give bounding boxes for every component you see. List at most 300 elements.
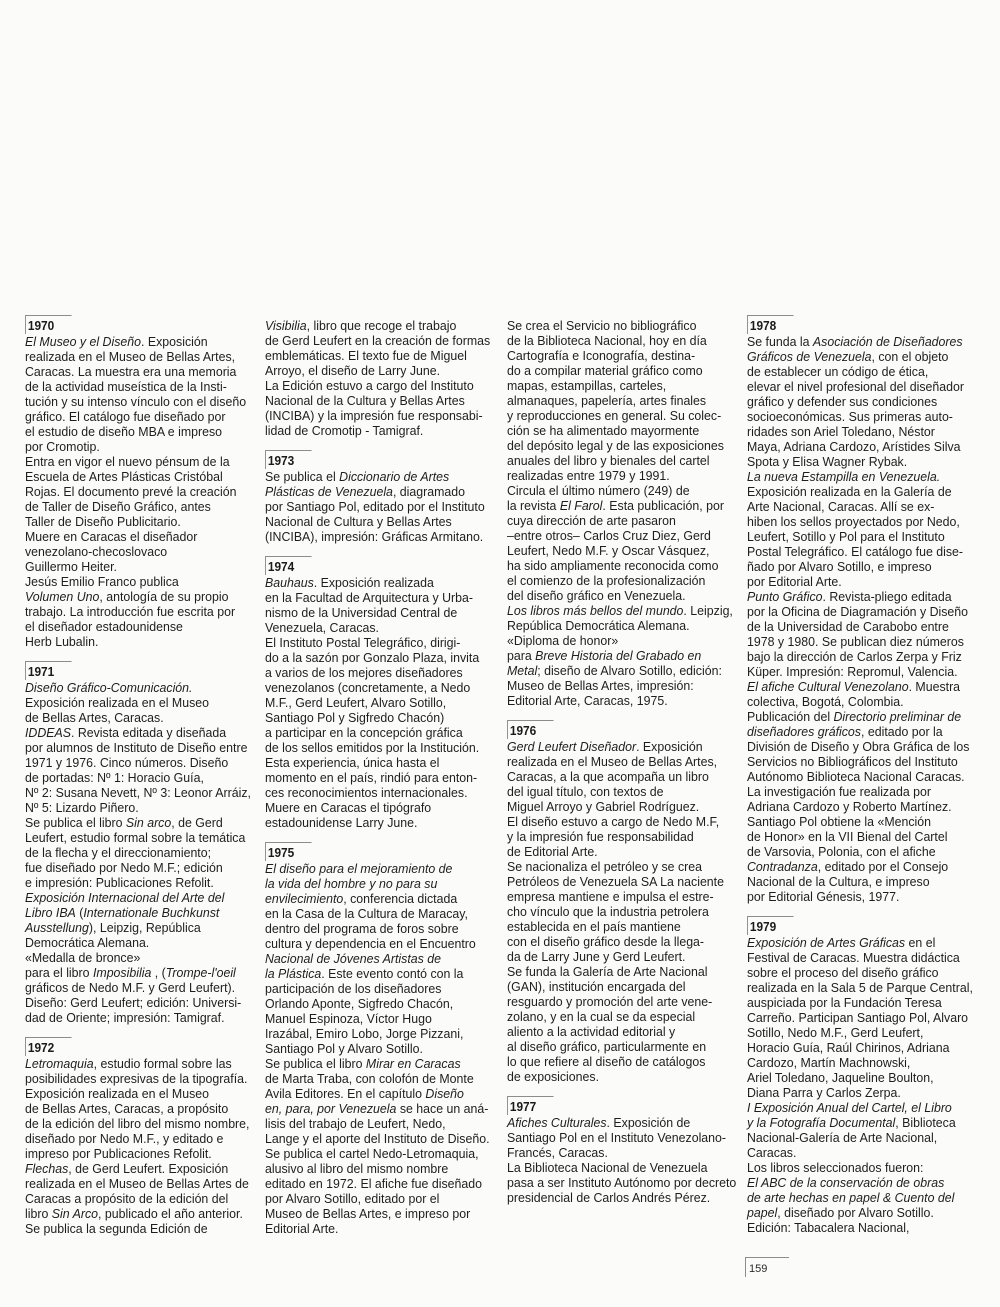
- text-line: [747, 724, 975, 739]
- italic-title: Letromaquia: [25, 1056, 94, 1071]
- text-segment: de la flecha y el direccionamiento;: [25, 845, 212, 860]
- text-line: [747, 1190, 975, 1205]
- text-segment: ces reconocimientos internacionales.: [265, 785, 468, 800]
- text-line: [25, 544, 253, 559]
- chronology-entry: [747, 916, 975, 1235]
- text-line: [265, 891, 493, 906]
- italic-title: El Farol: [559, 498, 603, 513]
- text-line: [265, 378, 493, 393]
- text-line: [265, 348, 493, 363]
- text-segment: Muere en Caracas el tipógrafo: [265, 800, 432, 815]
- text-segment: Taller de Diseño Publicitario.: [25, 514, 181, 529]
- text-line: [507, 739, 735, 754]
- text-segment: dentro del programa de foros sobre: [265, 921, 459, 936]
- text-segment: trabajo. La introducción fue escrita por: [25, 604, 236, 619]
- text-line: [265, 1146, 493, 1161]
- chronology-entry: [25, 1037, 253, 1236]
- text-segment: Circula el último número (249) de: [507, 483, 690, 498]
- text-line: [747, 484, 975, 499]
- text-segment: Orlando Aponte, Sigfredo Chacón,: [265, 996, 454, 1011]
- text-line: [25, 950, 253, 965]
- text-line: [747, 634, 975, 649]
- text-line: [265, 936, 493, 951]
- text-line: [747, 754, 975, 769]
- text-line: [747, 950, 975, 965]
- text-line: [25, 409, 253, 424]
- italic-title: Gráficos de Venezuela: [747, 349, 872, 364]
- text-line: [747, 574, 975, 589]
- text-segment: Postal Telegráfico. El catálogo fue dise-: [747, 544, 964, 559]
- text-line: [25, 890, 253, 905]
- text-line: [25, 1071, 253, 1086]
- text-line: [25, 1086, 253, 1101]
- text-line: [265, 665, 493, 680]
- text-line: [25, 1146, 253, 1161]
- text-segment: Sotillo, Nedo M.F., Gerd Leufert,: [747, 1025, 924, 1040]
- text-segment: Leufert, estudio formal sobre la temática: [25, 830, 246, 845]
- text-line: [507, 844, 735, 859]
- text-line: [265, 1011, 493, 1026]
- italic-title: Imposibilia: [92, 965, 152, 980]
- text-segment: Se publica el cartel Nedo-Letromaquia,: [265, 1146, 479, 1161]
- text-segment: de la Biblioteca Nacional, hoy en día: [507, 333, 707, 348]
- text-line: [507, 693, 735, 708]
- text-segment: Küper. Impresión: Repromul, Valencia.: [747, 664, 958, 679]
- text-line: [265, 966, 493, 981]
- text-line: [747, 844, 975, 859]
- text-segment: Autónomo Biblioteca Nacional Caracas.: [747, 769, 965, 784]
- text-line: [265, 876, 493, 891]
- italic-title: Diseño: [425, 1086, 464, 1101]
- text-line: [507, 408, 735, 423]
- text-segment: colectiva, Bogotá, Colombia.: [747, 694, 904, 709]
- text-line: [507, 468, 735, 483]
- text-line: [507, 904, 735, 919]
- text-column-3: [507, 315, 735, 1205]
- text-segment: , editado por el Consejo: [817, 859, 949, 874]
- text-line: [507, 528, 735, 543]
- text-line: [747, 379, 975, 394]
- text-line: [747, 995, 975, 1010]
- text-line: [747, 889, 975, 904]
- text-segment: M.F., Gerd Leufert, Alvaro Sotillo,: [265, 695, 447, 710]
- text-line: [747, 1145, 975, 1160]
- text-line: [747, 589, 975, 604]
- text-line: [265, 529, 493, 544]
- text-line: [747, 859, 975, 874]
- text-line: [25, 1176, 253, 1191]
- text-segment: y la impresión fue responsabilidad: [507, 829, 694, 844]
- italic-title: Asociación de Diseñadores: [812, 334, 963, 349]
- text-segment: . Exposición: [636, 739, 703, 754]
- chronology-entry-continued: [265, 315, 493, 438]
- text-segment: «Medalla de bronce»: [25, 950, 141, 965]
- text-segment: 1971 y 1976. Cinco números. Diseño: [25, 755, 229, 770]
- text-line: [747, 814, 975, 829]
- text-segment: ción se ha alimentado mayormente: [507, 423, 700, 438]
- text-segment: Horacio Guía, Raúl Chirinos, Adriana: [747, 1040, 950, 1055]
- text-segment: Herb Lubalin.: [25, 634, 99, 649]
- text-line: [747, 694, 975, 709]
- text-segment: pasa a ser Instituto Autónomo por decreto: [507, 1175, 737, 1190]
- text-line: [507, 1160, 735, 1175]
- text-line: [25, 1131, 253, 1146]
- text-line: [507, 1190, 735, 1205]
- text-line: [747, 965, 975, 980]
- text-segment: lidad de Cromotip - Tamigraf.: [265, 423, 424, 438]
- text-line: [265, 1116, 493, 1131]
- text-segment: sobre el proceso del diseño gráfico: [747, 965, 939, 980]
- text-segment: realizada en la Sala 5 de Parque Central,: [747, 980, 973, 995]
- text-segment: de la actividad museística de la Insti-: [25, 379, 227, 394]
- text-line: [25, 514, 253, 529]
- text-line: [25, 710, 253, 725]
- text-segment: el diseñador estadounidense: [25, 619, 183, 634]
- text-segment: lisis del trabajo de Leufert, Nedo,: [265, 1116, 446, 1131]
- text-segment: da de Larry June y Gerd Leufert.: [507, 949, 686, 964]
- text-line: [507, 934, 735, 949]
- text-segment: (GAN), institución encargada del: [507, 979, 686, 994]
- text-segment: Caracas, a la que acompaña un libro: [507, 769, 709, 784]
- text-segment: Caracas a propósito de la edición del: [25, 1191, 229, 1206]
- text-line: [265, 590, 493, 605]
- text-segment: dad de Oriente; impresión: Tamigraf.: [25, 1010, 225, 1025]
- italic-title: Breve Historia del Grabado en: [535, 648, 702, 663]
- text-line: [747, 1220, 975, 1235]
- text-segment: Santiago Pol y Sigfredo Chacón): [265, 710, 445, 725]
- italic-title: Metal: [507, 663, 538, 678]
- text-segment: de la Universidad de Carabobo entre: [747, 619, 949, 634]
- text-line: [507, 483, 735, 498]
- text-line: [265, 770, 493, 785]
- text-line: [25, 364, 253, 379]
- text-line: [507, 423, 735, 438]
- text-line: [747, 980, 975, 995]
- italic-title: Contradanza: [747, 859, 818, 874]
- text-line: [265, 318, 493, 333]
- text-line: [25, 604, 253, 619]
- text-line: [507, 1009, 735, 1024]
- italic-title: Afiches Culturales: [507, 1115, 607, 1130]
- text-line: [747, 559, 975, 574]
- text-line: [265, 906, 493, 921]
- text-line: [265, 695, 493, 710]
- text-segment: aliento a la actividad editorial y: [507, 1024, 676, 1039]
- text-line: [747, 334, 975, 349]
- text-line: [747, 454, 975, 469]
- text-line: [507, 618, 735, 633]
- text-line: [265, 755, 493, 770]
- text-segment: , de Gerd Leufert. Exposición: [68, 1161, 229, 1176]
- text-line: [25, 439, 253, 454]
- text-line: [25, 424, 253, 439]
- text-segment: Francés, Caracas.: [507, 1145, 608, 1160]
- text-line: [747, 829, 975, 844]
- text-segment: para: [507, 648, 536, 663]
- text-segment: ), Leipzig, República: [88, 920, 201, 935]
- text-line: [25, 1161, 253, 1176]
- text-segment: por alumnos de Instituto de Diseño entre: [25, 740, 248, 755]
- text-line: [747, 604, 975, 619]
- italic-title: diseñadores gráficos: [747, 724, 861, 739]
- text-line: [507, 603, 735, 618]
- text-line: [265, 710, 493, 725]
- text-line: [507, 1069, 735, 1084]
- text-column-4: [747, 315, 975, 1235]
- text-line: [507, 1130, 735, 1145]
- text-segment: establecida en el país mantiene: [507, 919, 681, 934]
- text-segment: se hace un aná-: [396, 1101, 489, 1116]
- text-segment: Se funda la Galería de Arte Nacional: [507, 964, 708, 979]
- text-line: [265, 1161, 493, 1176]
- text-line: [265, 499, 493, 514]
- text-line: [747, 1070, 975, 1085]
- italic-title: Trompe-l'oeil: [165, 965, 236, 980]
- text-segment: Miguel Arroyo y Gabriel Rodríguez.: [507, 799, 700, 814]
- text-line: [265, 393, 493, 408]
- text-segment: Santiago Pol y Alvaro Sotillo.: [265, 1041, 423, 1056]
- text-segment: Se publica el libro: [265, 1056, 366, 1071]
- text-segment: cuya dirección de arte pasaron: [507, 513, 676, 528]
- text-segment: Festival de Caracas. Muestra didáctica: [747, 950, 960, 965]
- text-line: [747, 739, 975, 754]
- text-line: [507, 964, 735, 979]
- text-segment: diseñado por Nedo M.F., y editado e: [25, 1131, 224, 1146]
- text-line: [265, 725, 493, 740]
- italic-title: La nueva Estampilla en Venezuela.: [747, 469, 941, 484]
- text-line: [265, 575, 493, 590]
- text-segment: con el diseño gráfico desde la llega-: [507, 934, 705, 949]
- text-segment: almanaques, papelería, artes finales: [507, 393, 707, 408]
- text-line: [25, 1206, 253, 1221]
- text-line: [507, 363, 735, 378]
- text-segment: Venezuela, Caracas.: [265, 620, 379, 635]
- text-segment: Lange y el aporte del Instituto de Diseño.: [265, 1131, 490, 1146]
- text-segment: de exposiciones.: [507, 1069, 600, 1084]
- text-segment: , estudio formal sobre las: [93, 1056, 232, 1071]
- italic-title: en, para, por Venezuela: [265, 1101, 397, 1116]
- italic-title: envilecimiento: [265, 891, 344, 906]
- text-line: [507, 333, 735, 348]
- text-line: [265, 740, 493, 755]
- text-line: [25, 1116, 253, 1131]
- italic-title: El ABC de la conservación de obras: [747, 1175, 945, 1190]
- italic-title: y la Fotografía Documental: [747, 1115, 896, 1130]
- text-line: [25, 800, 253, 815]
- text-line: [265, 1191, 493, 1206]
- text-segment: La Edición estuvo a cargo del Instituto: [265, 378, 474, 393]
- text-segment: ñado por Alvaro Sotillo, e impreso: [747, 559, 932, 574]
- text-segment: de Gerd Leufert en la creación de formas: [265, 333, 491, 348]
- year-heading: 1973: [265, 450, 312, 469]
- text-segment: participación de los diseñadores: [265, 981, 442, 996]
- text-segment: Santiago Pol obtiene la «Mención: [747, 814, 932, 829]
- text-line: [265, 1026, 493, 1041]
- text-segment: cultura y dependencia en el Encuentro: [265, 936, 476, 951]
- text-line: [265, 1101, 493, 1116]
- text-line: [507, 949, 735, 964]
- text-line: [747, 1100, 975, 1115]
- italic-title: Diccionario de Artes: [339, 469, 450, 484]
- text-segment: Arte Nacional, Caracas. Allí se ex-: [747, 499, 935, 514]
- text-line: [747, 709, 975, 724]
- chronology-entry: [265, 450, 493, 544]
- text-segment: en la Facultad de Arquitectura y Urba-: [265, 590, 474, 605]
- text-line: [507, 979, 735, 994]
- text-line: [265, 408, 493, 423]
- text-line: [747, 1025, 975, 1040]
- text-line: [265, 785, 493, 800]
- text-line: [25, 499, 253, 514]
- text-line: [507, 663, 735, 678]
- text-line: [25, 755, 253, 770]
- italic-title: Sin Arco: [51, 1206, 99, 1221]
- text-segment: posibilidades expresivas de la tipografía.: [25, 1071, 248, 1086]
- italic-title: Volumen Uno: [25, 589, 100, 604]
- text-segment: de Editorial Arte.: [507, 844, 598, 859]
- text-segment: libro: [25, 1206, 52, 1221]
- text-segment: editado en 1972. El afiche fue diseñado: [265, 1176, 482, 1191]
- text-segment: Diana Parra y Carlos Zerpa.: [747, 1085, 901, 1100]
- text-line: [25, 935, 253, 950]
- text-segment: de Marta Traba, con colofón de Monte: [265, 1071, 474, 1086]
- chronology-entry: [747, 315, 975, 904]
- italic-title: Flechas: [25, 1161, 69, 1176]
- text-segment: de Taller de Diseño Gráfico, antes: [25, 499, 211, 514]
- text-segment: , de Gerd: [171, 815, 223, 830]
- text-segment: Nacional de la Cultura y Bellas Artes: [265, 393, 465, 408]
- text-segment: . Revista editada y diseñada: [70, 725, 227, 740]
- text-line: [507, 498, 735, 513]
- text-line: [507, 859, 735, 874]
- italic-title: El afiche Cultural Venezolano: [747, 679, 909, 694]
- text-segment: ha sido ampliamente reconocida como: [507, 558, 719, 573]
- italic-title: de arte hechas en papel & Cuento del: [747, 1190, 955, 1205]
- text-segment: ; diseño de Alvaro Sotillo, edición:: [537, 663, 722, 678]
- text-line: [507, 558, 735, 573]
- text-column-1: [25, 315, 253, 1236]
- text-segment: por Cromotip.: [25, 439, 100, 454]
- text-line: [747, 1085, 975, 1100]
- text-segment: venezolano-checoslovaco: [25, 544, 168, 559]
- text-line: [747, 514, 975, 529]
- text-segment: por Editorial Génesis, 1977.: [747, 889, 900, 904]
- text-segment: de Bellas Artes, Caracas, a propósito: [25, 1101, 229, 1116]
- italic-title: Diseño Gráfico-Comunicación.: [25, 680, 193, 695]
- text-segment: venezolanos (concretamente, a Nedo: [265, 680, 471, 695]
- text-segment: . Exposición: [141, 334, 208, 349]
- text-line: [25, 980, 253, 995]
- text-segment: 1978 y 1980. Se publican diez números: [747, 634, 964, 649]
- text-segment: Guillermo Heiter.: [25, 559, 117, 574]
- text-line: [25, 469, 253, 484]
- italic-title: la Plástica: [265, 966, 322, 981]
- text-line: [507, 378, 735, 393]
- text-segment: el comienzo de la profesionalización: [507, 573, 706, 588]
- text-line: [507, 1024, 735, 1039]
- text-segment: fue diseñado por Nedo M.F.; edición: [25, 860, 223, 875]
- text-line: [747, 499, 975, 514]
- text-segment: de Bellas Artes, Caracas.: [25, 710, 164, 725]
- text-segment: del diseño gráfico en Venezuela.: [507, 588, 686, 603]
- text-segment: Escuela de Artes Plásticas Cristóbal: [25, 469, 223, 484]
- text-line: [25, 905, 253, 920]
- text-segment: por Santiago Pol, editado por el Instituto: [265, 499, 485, 514]
- text-segment: a participar en la concepción gráfica: [265, 725, 463, 740]
- text-segment: Arroyo, el diseño de Larry June.: [265, 363, 441, 378]
- text-line: [265, 680, 493, 695]
- text-segment: la revista: [507, 498, 560, 513]
- text-segment: Edición: Tabacalera Nacional,: [747, 1220, 910, 1235]
- text-line: [265, 1221, 493, 1236]
- text-segment: . Este evento contó con la: [321, 966, 464, 981]
- text-segment: Caracas. La muestra era una memoria: [25, 364, 237, 379]
- text-segment: Carreño. Participan Santiago Pol, Alvaro: [747, 1010, 969, 1025]
- text-line: [507, 543, 735, 558]
- text-segment: presidencial de Carlos Andrés Pérez.: [507, 1190, 711, 1205]
- text-line: [265, 1056, 493, 1071]
- text-line: [25, 785, 253, 800]
- text-segment: gráfico y defender sus condiciones: [747, 394, 938, 409]
- text-line: [507, 1175, 735, 1190]
- text-segment: Se funda la: [747, 334, 813, 349]
- text-line: [265, 1176, 493, 1191]
- italic-title: Los libros más bellos del mundo: [507, 603, 684, 618]
- text-line: [265, 861, 493, 876]
- text-segment: Maya, Adriana Cardozo, Arístides Silva: [747, 439, 961, 454]
- text-segment: impreso por Publicaciones Refolit.: [25, 1146, 212, 1161]
- text-segment: ridades son Ariel Toledano, Néstor: [747, 424, 935, 439]
- text-line: [25, 454, 253, 469]
- text-line: [25, 860, 253, 875]
- text-line: [265, 981, 493, 996]
- text-line: [507, 393, 735, 408]
- text-line: [747, 1010, 975, 1025]
- text-segment: nismo de la Universidad Central de: [265, 605, 458, 620]
- text-segment: Irazábal, Emiro Lobo, Jorge Pizzani,: [265, 1026, 464, 1041]
- italic-title: la vida del hombre y no para su: [265, 876, 438, 891]
- italic-title: papel: [747, 1205, 778, 1220]
- year-heading: 1974: [265, 556, 312, 575]
- italic-title: Bauhaus: [265, 575, 314, 590]
- text-segment: , antología de su propio: [99, 589, 229, 604]
- text-line: [265, 996, 493, 1011]
- text-line: [507, 453, 735, 468]
- text-line: [265, 484, 493, 499]
- text-line: [265, 333, 493, 348]
- text-segment: Servicios no Bibliográficos del Instituto: [747, 754, 958, 769]
- text-line: [747, 424, 975, 439]
- text-line: [747, 664, 975, 679]
- text-line: [25, 845, 253, 860]
- text-segment: , conferencia dictada: [343, 891, 458, 906]
- text-segment: , editado por la: [860, 724, 943, 739]
- chronology-entry: [25, 315, 253, 649]
- text-line: [25, 740, 253, 755]
- text-segment: por la Oficina de Diagramación y Diseño: [747, 604, 969, 619]
- text-line: [265, 1086, 493, 1101]
- text-line: [507, 784, 735, 799]
- text-segment: Entra en vigor el nuevo pénsum de la: [25, 454, 230, 469]
- text-segment: República Democrática Alemana.: [507, 618, 690, 633]
- text-segment: Los libros seleccionados fueron:: [747, 1160, 924, 1175]
- text-line: [265, 1041, 493, 1056]
- text-segment: , diagramado: [392, 484, 466, 499]
- text-line: [747, 394, 975, 409]
- text-segment: Se crea el Servicio no bibliográfico: [507, 318, 697, 333]
- chronology-entry: [265, 842, 493, 1236]
- text-line: [25, 589, 253, 604]
